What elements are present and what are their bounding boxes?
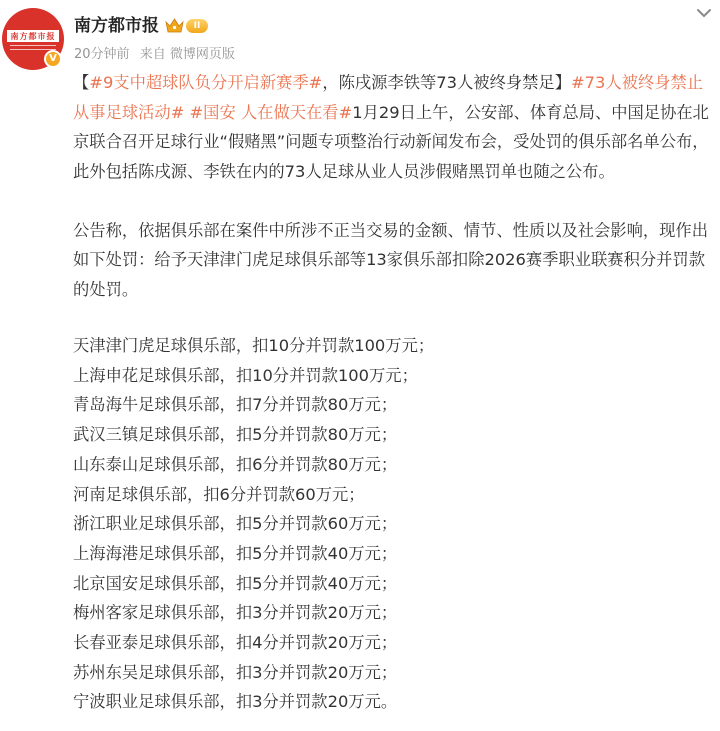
list-item: 上海海港足球俱乐部，扣5分并罚款40万元；: [73, 543, 398, 563]
penalty-list: [73, 331, 713, 717]
crown-icon[interactable]: [165, 18, 184, 34]
chevron-down-icon[interactable]: [693, 4, 715, 22]
paragraph-gap: [73, 186, 713, 216]
list-item: 浙江职业足球俱乐部，扣5分并罚款60万元；: [73, 514, 398, 534]
headline-open-bracket: 【: [73, 73, 90, 92]
headline-close-bracket: 】: [554, 73, 572, 92]
post-source: 来自 微博网页版: [139, 47, 235, 62]
topic-link-2[interactable]: #73人被终身禁止从事足球活动#: [73, 73, 704, 122]
list-item: 苏州东吴足球俱乐部，扣3分并罚款20万元；: [73, 662, 398, 682]
post-paragraph-1: [73, 68, 713, 186]
list-item: 长春亚泰足球俱乐部，扣4分并罚款20万元；: [73, 633, 398, 653]
list-item: 青岛海牛足球俱乐部，扣7分并罚款80万元；: [73, 395, 398, 415]
post-content: [73, 68, 713, 304]
list-item: 上海申花足球俱乐部，扣10分并罚款100万元；: [73, 365, 418, 385]
list-item: 天津津门虎足球俱乐部，扣10分并罚款100万元；: [73, 336, 435, 355]
topic-link-1[interactable]: #9支中超球队负分开启新赛季#: [89, 73, 323, 92]
list-item: 武汉三镇足球俱乐部，扣5分并罚款80万元；: [73, 425, 398, 445]
post-meta: [74, 46, 241, 64]
list-item: 宁波职业足球俱乐部，扣3分并罚款20万元。: [73, 692, 398, 712]
topic-link-3[interactable]: #国安 人在做天在看#: [184, 102, 353, 122]
list-item: 梅州客家足球俱乐部，扣3分并罚款20万元；: [73, 603, 398, 623]
avatar-logo-text: 南方都市报: [7, 30, 59, 42]
level-badge[interactable]: II: [186, 19, 208, 33]
headline-text: ，陈戌源李铁等73人被终身禁足: [322, 73, 555, 92]
post-time[interactable]: 20分钟前: [74, 47, 130, 62]
verified-icon: V: [44, 50, 62, 68]
list-item: 北京国安足球俱乐部，扣5分并罚款40万元；: [73, 573, 398, 593]
list-item: 河南足球俱乐部，扣6分并罚款60万元；: [73, 484, 365, 504]
body-text-1: 1月29日上午，公安部、体育总局、中国足协在北京联合召开足球行业“假赌黑”问题专项整治行动新闻发布会，受处罚的俱乐部名单公布，此外包括陈戌源、李铁在内的73人足球从业人员涉假赌黑罚单也随之公布。: [73, 102, 709, 181]
avatar-logo-underline: [10, 45, 56, 50]
post-paragraph-2: 公告称，依据俱乐部在案件中所涉不正当交易的金额、情节、性质以及社会影响，现作出如下处罚：给予天津津门虎足球俱乐部等13家俱乐部扣除2026赛季职业联赛积分并罚款的处罚。: [73, 220, 708, 299]
list-item: 山东泰山足球俱乐部，扣6分并罚款80万元；: [73, 454, 398, 474]
author-name[interactable]: 南方都市报: [74, 16, 159, 36]
